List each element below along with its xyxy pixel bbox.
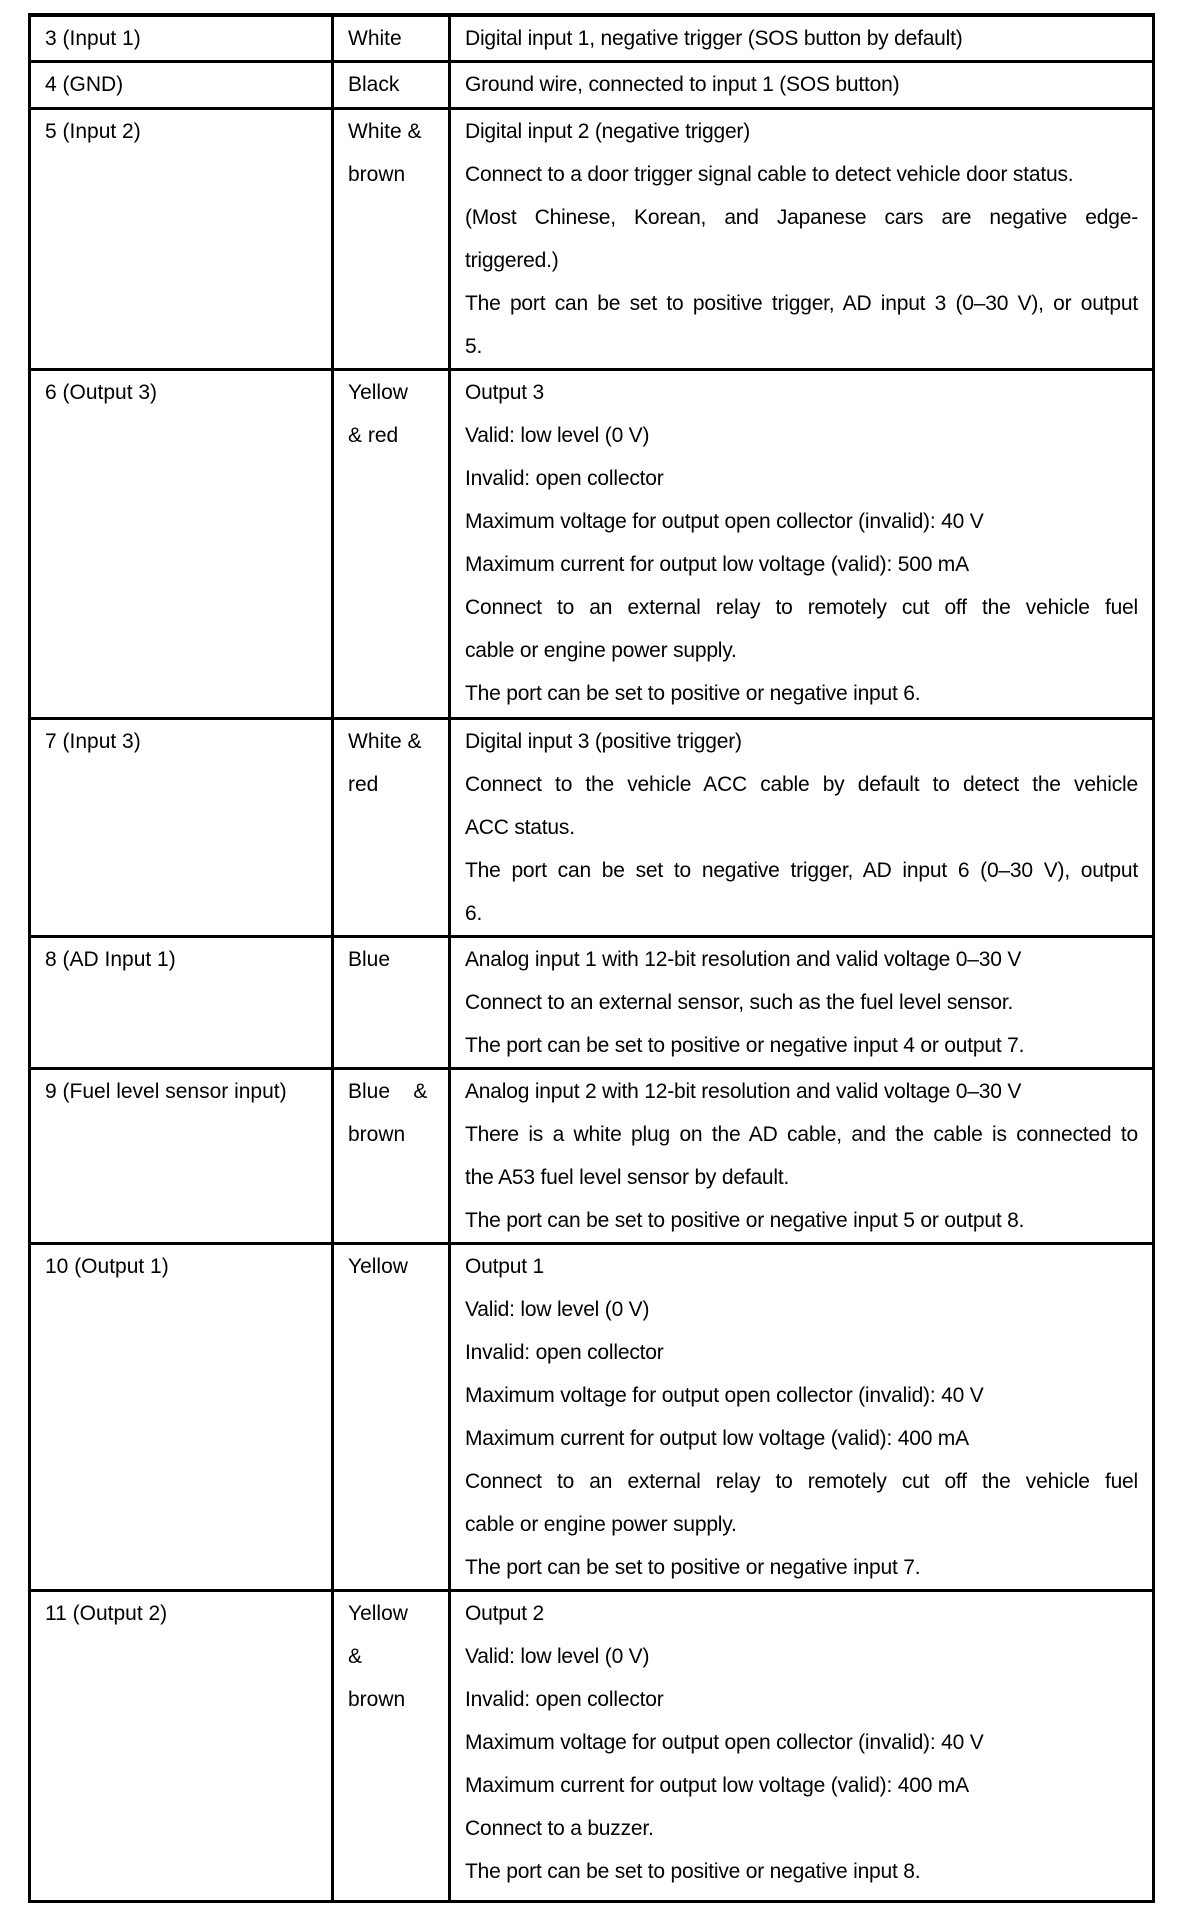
description-line: Analog input 1 with 12-bit resolution and valid voltage 0–30 V xyxy=(465,948,1022,971)
description-line: Invalid: open collector xyxy=(465,1688,664,1711)
description-line: Connect to a door trigger signal cable to detect vehicle door status. xyxy=(465,163,1074,186)
wire-color-cell xyxy=(333,1591,450,1902)
description-line: There is a white plug on the AD cable, and the cable is connected to xyxy=(465,1123,1138,1146)
description-line: the A53 fuel level sensor by default. xyxy=(465,1166,790,1189)
pin-cell xyxy=(30,1244,333,1591)
description-line: Maximum voltage for output open collector (invalid): 40 V xyxy=(465,1384,984,1407)
description-line: 5. xyxy=(465,335,483,358)
wire-color-text: White & xyxy=(348,730,422,753)
pin-cell xyxy=(30,1069,333,1244)
wire-color-cell xyxy=(333,62,450,109)
description-line: Maximum current for output low voltage (valid): 400 mA xyxy=(465,1427,969,1450)
pin-label: 7 (Input 3) xyxy=(45,730,141,753)
wire-color-cell xyxy=(333,1244,450,1591)
description-line: Maximum voltage for output open collector (invalid): 40 V xyxy=(465,510,984,533)
pin-cell xyxy=(30,719,333,937)
wire-color-text: Blue xyxy=(348,948,391,971)
description-line: The port can be set to positive or negative input 5 or output 8. xyxy=(465,1209,1025,1232)
description-line: cable or engine power supply. xyxy=(465,1513,737,1536)
description-line: The port can be set to positive or negative input 8. xyxy=(465,1860,921,1883)
pin-cell xyxy=(30,15,333,62)
description-cell xyxy=(450,1069,1154,1244)
wire-color-text: brown xyxy=(348,163,406,186)
pin-label: 4 (GND) xyxy=(45,73,124,96)
wire-color-text: Blue & xyxy=(348,1080,428,1103)
description-line: ACC status. xyxy=(465,816,575,839)
wire-color-cell xyxy=(333,370,450,719)
wire-color-text: red xyxy=(348,773,379,796)
description-line: Connect to an external sensor, such as the fuel level sensor. xyxy=(465,991,1014,1014)
table-row xyxy=(30,15,1154,62)
pin-label: 10 (Output 1) xyxy=(45,1255,169,1278)
description-cell xyxy=(450,62,1154,109)
pin-label: 11 (Output 2) xyxy=(45,1602,168,1625)
description-line: triggered.) xyxy=(465,249,559,272)
description-line: Connect to an external relay to remotely cut off the vehicle fuel xyxy=(465,596,1138,619)
description-cell xyxy=(450,1591,1154,1902)
pin-cell xyxy=(30,109,333,370)
table-row xyxy=(30,719,1154,937)
wire-color-text: Yellow xyxy=(348,381,408,404)
pin-label: 8 (AD Input 1) xyxy=(45,948,176,971)
table-row xyxy=(30,109,1154,370)
description-cell xyxy=(450,370,1154,719)
pin-cell xyxy=(30,937,333,1069)
wire-color-cell xyxy=(333,719,450,937)
wire-color-text: White & xyxy=(348,120,422,143)
description-line: Ground wire, connected to input 1 (SOS button) xyxy=(465,73,900,96)
description-line: Maximum current for output low voltage (valid): 400 mA xyxy=(465,1774,969,1797)
wire-color-text: & xyxy=(348,1645,363,1668)
pin-label: 5 (Input 2) xyxy=(45,120,141,143)
description-cell xyxy=(450,937,1154,1069)
wire-color-text: brown xyxy=(348,1123,406,1146)
pin-cell xyxy=(30,370,333,719)
description-line: Maximum voltage for output open collector (invalid): 40 V xyxy=(465,1731,984,1754)
description-line: The port can be set to positive or negative input 4 or output 7. xyxy=(465,1034,1025,1057)
table-row xyxy=(30,62,1154,109)
wire-color-text: Yellow xyxy=(348,1602,408,1625)
description-line: The port can be set to positive or negative input 6. xyxy=(465,682,921,705)
table-row xyxy=(30,1244,1154,1591)
wire-color-cell xyxy=(333,937,450,1069)
pin-definition-table xyxy=(28,13,1155,1903)
table-row xyxy=(30,1069,1154,1244)
pin-table-body xyxy=(30,15,1154,1902)
table-row xyxy=(30,1591,1154,1902)
description-line: Invalid: open collector xyxy=(465,1341,664,1364)
wire-color-text: White xyxy=(348,27,402,50)
description-line: Valid: low level (0 V) xyxy=(465,424,650,447)
description-line: Output 2 xyxy=(465,1602,544,1625)
description-line: Connect to the vehicle ACC cable by default to detect the vehicle xyxy=(465,773,1138,796)
description-line: Invalid: open collector xyxy=(465,467,664,490)
pin-cell xyxy=(30,62,333,109)
description-line: Connect to a buzzer. xyxy=(465,1817,654,1840)
wire-color-text: Black xyxy=(348,73,400,96)
description-line: Digital input 1, negative trigger (SOS button by default) xyxy=(465,27,963,50)
wire-color-cell xyxy=(333,15,450,62)
description-line: Maximum current for output low voltage (valid): 500 mA xyxy=(465,553,969,576)
description-line: The port can be set to positive trigger, AD input 3 (0–30 V), or output xyxy=(465,292,1138,315)
pin-cell xyxy=(30,1591,333,1902)
table-row xyxy=(30,937,1154,1069)
description-line: cable or engine power supply. xyxy=(465,639,737,662)
description-line: (Most Chinese, Korean, and Japanese cars are negative edge- xyxy=(465,206,1138,229)
description-line: Valid: low level (0 V) xyxy=(465,1645,650,1668)
pin-label: 9 (Fuel level sensor input) xyxy=(45,1080,287,1103)
pin-label: 6 (Output 3) xyxy=(45,381,158,404)
description-line: Analog input 2 with 12-bit resolution and valid voltage 0–30 V xyxy=(465,1080,1022,1103)
description-cell xyxy=(450,1244,1154,1591)
description-line: Digital input 2 (negative trigger) xyxy=(465,120,751,143)
wire-color-cell xyxy=(333,109,450,370)
wire-color-text: brown xyxy=(348,1688,406,1711)
description-cell xyxy=(450,15,1154,62)
pin-label: 3 (Input 1) xyxy=(45,27,141,50)
description-line: The port can be set to positive or negative input 7. xyxy=(465,1556,921,1579)
description-line: 6. xyxy=(465,902,483,925)
description-cell xyxy=(450,109,1154,370)
description-line: Connect to an external relay to remotely cut off the vehicle fuel xyxy=(465,1470,1138,1493)
description-line: Digital input 3 (positive trigger) xyxy=(465,730,742,753)
description-line: Output 1 xyxy=(465,1255,544,1278)
description-cell xyxy=(450,719,1154,937)
description-line: The port can be set to negative trigger, AD input 6 (0–30 V), output xyxy=(465,859,1138,882)
wire-color-text: Yellow xyxy=(348,1255,408,1278)
table-row xyxy=(30,370,1154,719)
wire-color-text: & red xyxy=(348,424,399,447)
wire-color-cell xyxy=(333,1069,450,1244)
description-line: Output 3 xyxy=(465,381,544,404)
description-line: Valid: low level (0 V) xyxy=(465,1298,650,1321)
